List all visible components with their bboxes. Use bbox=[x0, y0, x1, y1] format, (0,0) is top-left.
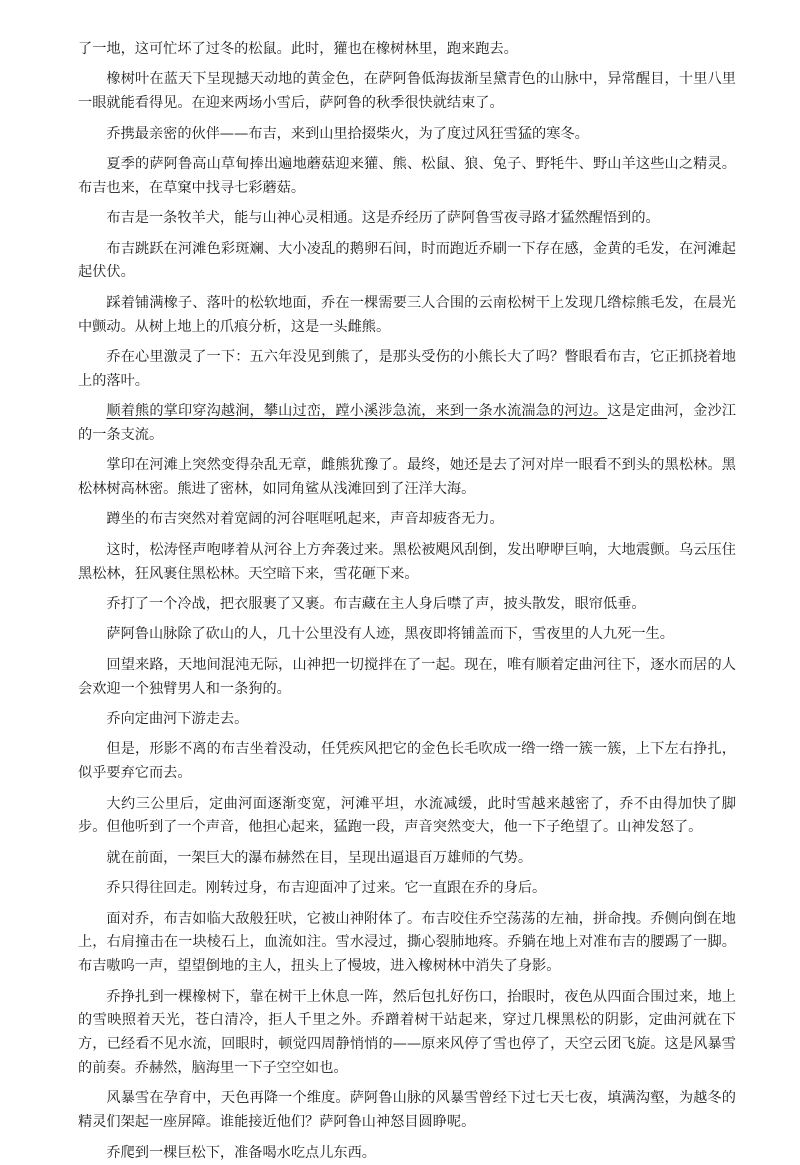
paragraph-12: 这时，松涛怪声咆哮着从河谷上方奔袭过来。黑松被飓风刮倒，发出咿咿巨响，大地震颤。乌云压住黑松林，狂风裹住黑松林。天空暗下来，雪花砸下来。 bbox=[78, 541, 736, 582]
paragraph-14: 萨阿鲁山脉除了砍山的人，几十公里没有人迹，黑夜即将铺盖而下，雪夜里的人九死一生。 bbox=[106, 626, 674, 643]
paragraph-6: 布吉跳跃在河滩色彩斑斓、大小凌乱的鹅卵石间，时而跑近乔刷一下存在感，金黄的毛发，在河滩起起伏伏。 bbox=[78, 240, 736, 281]
paragraph-23: 风暴雪在孕育中，天色再降一个维度。萨阿鲁山脉的风暴雪曾经下过七天七夜，填满沟壑，为越冬的精灵们架起一座屏障。谁能接近他们？萨阿鲁山神怒目圆睁呢。 bbox=[78, 1090, 736, 1131]
paragraph-8: 乔在心里激灵了一下：五六年没见到熊了，是那头受伤的小熊长大了吗？瞥眼看布吉，它正抓挠着地上的落叶。 bbox=[78, 348, 736, 389]
paragraph-1: 了一地，这可忙坏了过冬的松鼠。此时，獾也在橡树林里，跑来跑去。 bbox=[78, 41, 518, 57]
paragraph-20: 乔只得往回走。刚转过身，布吉迎面冲了过来。它一直跟在乔的身后。 bbox=[106, 880, 547, 897]
paragraph-11: 蹲坐的布吉突然对着宽阔的河谷哐哐吼起来，声音却疲沓无力。 bbox=[106, 511, 504, 528]
paragraph-21: 面对乔，布吉如临大敌般狂吠，它被山神附体了。布吉咬住乔空荡荡的左袖，拼命拽。乔侧向倒在地上，右肩撞击在一块棱石上，血流如注。雪水浸过，撕心裂肺地疼。乔躺在地上对准布吉的腰踢了一脚。布吉嗷呜一声，望望倒地的主人，扭头上了慢坡，进入橡树林中消失了身影。 bbox=[78, 910, 736, 975]
paragraph-4: 夏季的萨阿鲁高山草甸捧出遍地蘑菇迎来獾、熊、松鼠、狼、兔子、野牦牛、野山羊这些山之精灵。布吉也来，在草窠中找寻七彩蘑菇。 bbox=[78, 155, 736, 196]
underlined-sentence: 顺着熊的掌印穿沟越涧，攀山过峦，蹚小溪涉急流，来到一条水流湍急的河边。 bbox=[106, 403, 608, 420]
paragraph-15: 回望来路，天地间混沌无际，山神把一切搅拌在了一起。现在，唯有顺着定曲河往下，逐水而居的人会欢迎一个独臂男人和一条狗的。 bbox=[78, 656, 736, 697]
paragraph-10: 掌印在河滩上突然变得杂乱无章，雌熊犹豫了。最终，她还是去了河对岸一眼看不到头的黑松林。黑松林树高林密。熊进了密林，如同角鲨从浅滩回到了汪洋大海。 bbox=[78, 457, 736, 498]
paragraph-9 bbox=[78, 400, 736, 448]
paragraph-7: 踩着铺满橡子、落叶的松软地面，乔在一棵需要三人合围的云南松树干上发现几绺棕熊毛发，在晨光中颤动。从树上地上的爪痕分析，这是一头雌熊。 bbox=[78, 294, 736, 335]
paragraph-9-rest: 这是定曲河，金沙江的一条支流。 bbox=[78, 403, 736, 443]
paragraph-24: 乔爬到一棵巨松下，准备喝水吃点儿东西。 bbox=[106, 1144, 376, 1161]
paragraph-17: 但是，形影不离的布吉坐着没动，任凭疾风把它的金色长毛吹成一绺一绺一簇一簇，上下左右挣扎，似乎要弃它而去。 bbox=[78, 741, 736, 782]
paragraph-22: 乔挣扎到一棵橡树下，靠在树干上休息一阵，然后包扎好伤口，抬眼时，夜色从四面合围过来，地上的雪映照着天光，苍白清冷，拒人千里之外。乔蹭着树干站起来，穿过几棵黑松的阴影，定曲河就在下方，已经看不见水流，回眼时，顿觉四周静悄悄的——原来风停了雪也停了，天空云团飞旋。这是风暴雪的前奏。乔赫然，脑海里一下子空空如也。 bbox=[78, 988, 736, 1076]
paragraph-16: 乔向定曲河下游走去。 bbox=[106, 711, 249, 728]
paragraph-19: 就在前面，一架巨大的瀑布赫然在目，呈现出逼退百万雄师的气势。 bbox=[106, 849, 533, 866]
paragraph-2: 橡树叶在蓝天下呈现撼天动地的黄金色，在萨阿鲁低海拔渐呈黛青色的山脉中，异常醒目，十里八里一眼就能看得见。在迎来两场小雪后，萨阿鲁的秋季很快就结束了。 bbox=[78, 71, 736, 112]
paragraph-5: 布吉是一条牧羊犬，能与山神心灵相通。这是乔经历了萨阿鲁雪夜寻路才猛然醒悟到的。 bbox=[106, 210, 660, 227]
paragraph-13: 乔打了一个冷战，把衣服裹了又裹。布吉藏在主人身后噤了声，披头散发，眼帘低垂。 bbox=[106, 596, 646, 613]
paragraph-18: 大约三公里后，定曲河面逐渐变宽，河滩平坦，水流减缓，此时雪越来越密了，乔不由得加快了脚步。但他听到了一个声音，他担心起来，猛跑一段，声音突然变大，他一下子绝望了。山神发怒了。 bbox=[78, 795, 736, 836]
paragraph-3: 乔携最亲密的伙伴——布吉，来到山里拾掇柴火，为了度过风狂雪猛的寒冬。 bbox=[106, 125, 589, 142]
